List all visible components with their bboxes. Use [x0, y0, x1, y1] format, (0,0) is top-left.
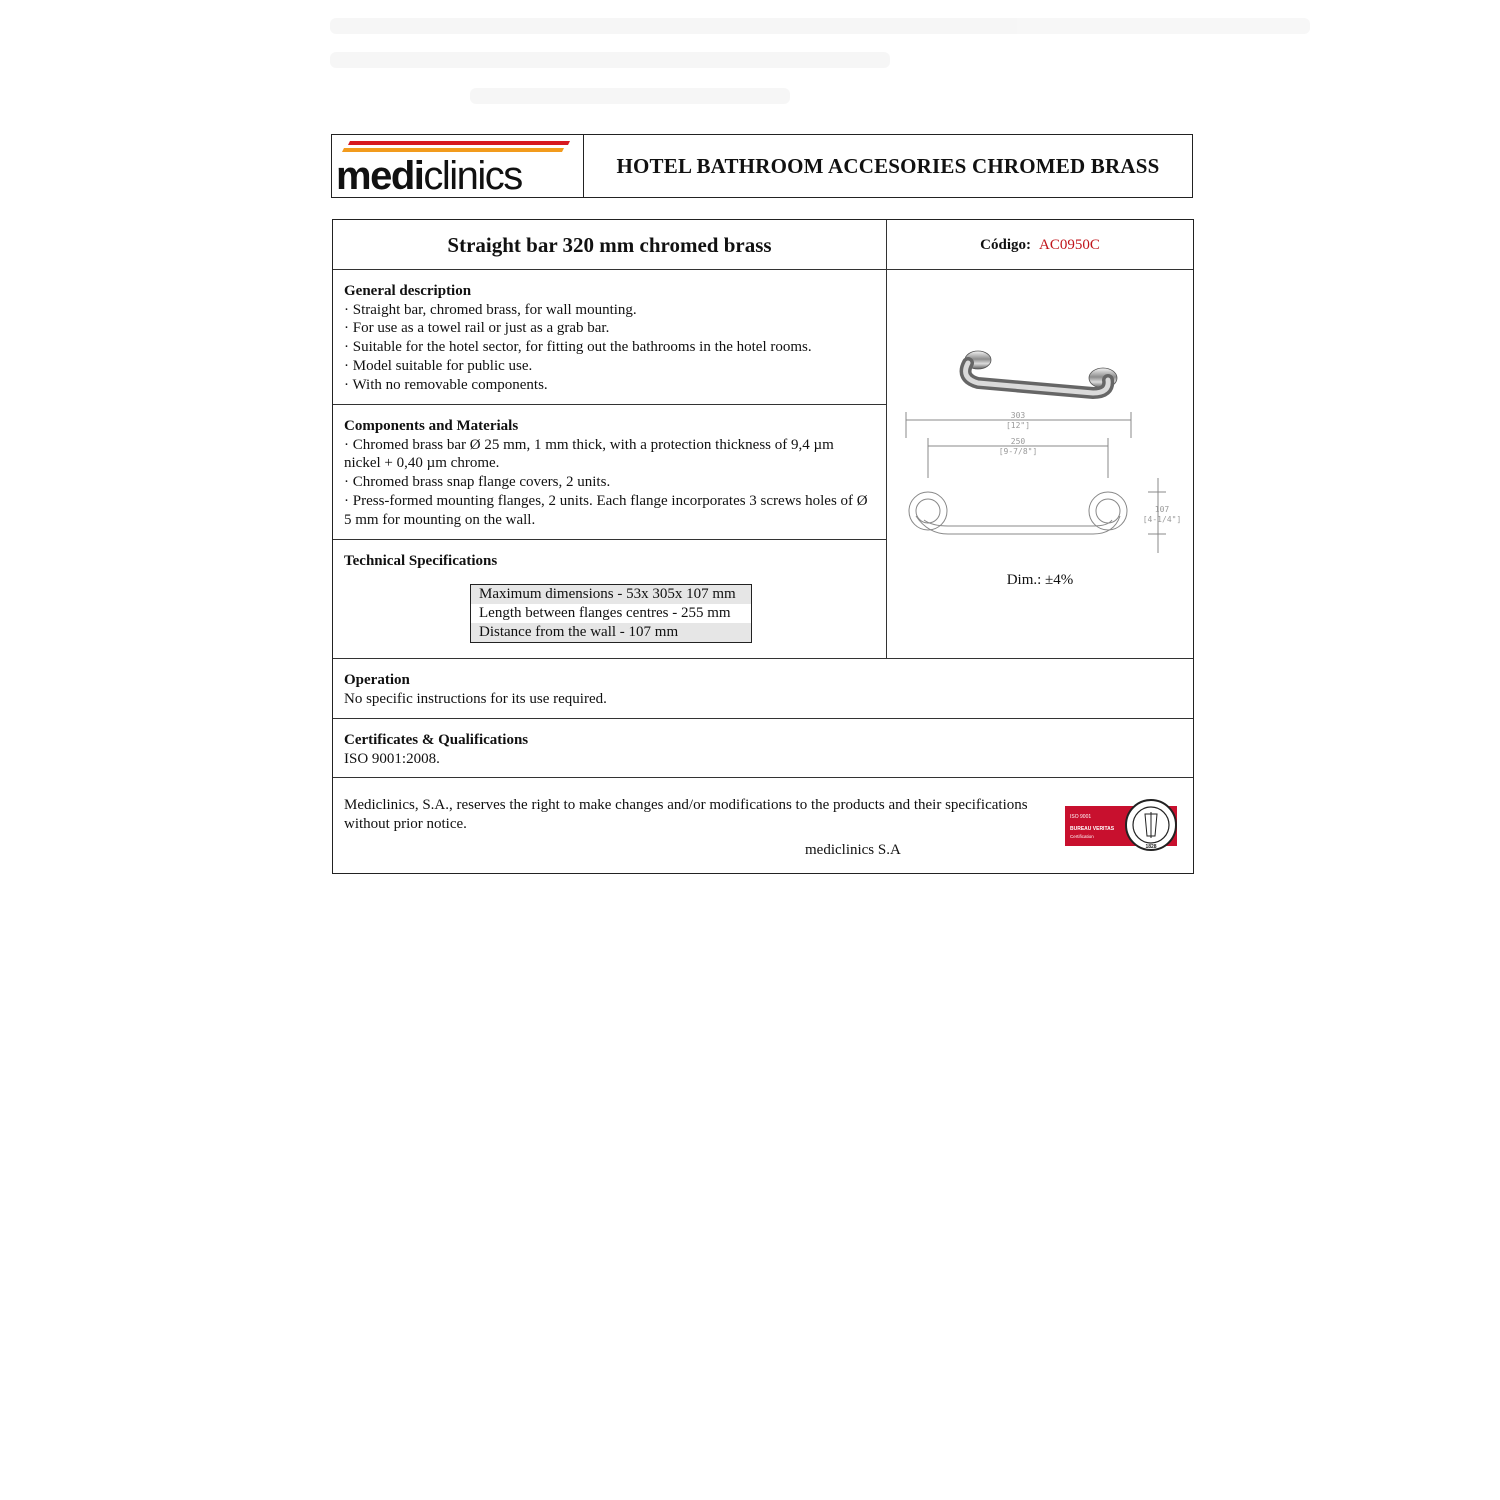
dim-overall-in: [12"]: [1005, 421, 1031, 430]
bleed-through-text: [330, 8, 1330, 138]
spec-table: [470, 584, 752, 643]
company-name: mediclinics S.A: [805, 842, 901, 858]
general-heading: General description: [344, 283, 472, 299]
components-heading: Components and Materials: [344, 418, 519, 434]
badge-bv-text: BUREAU VERITAS: [1070, 826, 1115, 832]
components-line: · Press-formed mounting flanges, 2 units. Each flange incorporates 3 screws holes of Ø 5 mm for mounting on the wall.: [344, 492, 868, 528]
spec-row: Maximum dimensions - 53x 305x 107 mm: [471, 585, 751, 604]
dim-depth: 107: [1154, 505, 1170, 514]
technical-specifications: [344, 552, 497, 571]
technical-heading: Technical Specifications: [344, 553, 498, 569]
general-line: · Model suitable for public use.: [344, 357, 533, 374]
operation-heading: Operation: [344, 672, 410, 688]
dimension-tolerance: Dim.: ±4%: [1006, 572, 1074, 588]
components-line: · Chromed brass snap flange covers, 2 units.: [344, 474, 611, 491]
product-title: Straight bar 320 mm chromed brass: [447, 232, 772, 257]
document-header: [331, 134, 1193, 198]
spec-row: Length between flanges centres - 255 mm: [479, 605, 731, 621]
general-line: · Straight bar, chromed brass, for wall mounting.: [344, 301, 637, 318]
operation-text: No specific instructions for its use required.: [344, 690, 607, 707]
spec-row: Distance from the wall - 107 mm: [471, 623, 751, 642]
column-divider: [886, 220, 887, 658]
badge-cert-text: Certification: [1070, 834, 1094, 839]
dim-centres: 250: [1010, 437, 1026, 446]
general-line: · Suitable for the hotel sector, for fitting out the bathrooms in the hotel rooms.: [344, 339, 812, 356]
badge-iso-text: ISO 9001: [1070, 814, 1092, 820]
header-title: HOTEL BATHROOM ACCESORIES CHROMED BRASS: [616, 153, 1160, 178]
dim-centres-in: [9-7/8"]: [998, 447, 1038, 456]
grab-bar-photo: [965, 351, 1117, 393]
certificates-heading: Certificates & Qualifications: [344, 732, 529, 748]
certificates-text: ISO 9001:2008.: [344, 750, 440, 767]
certificates-section: [344, 731, 528, 768]
general-line: · For use as a towel rail or just as a grab bar.: [344, 320, 610, 337]
mediclinics-logo: [332, 135, 584, 197]
logo-wordmark: [336, 153, 522, 199]
code-label: Código:: [980, 236, 1031, 253]
general-description: [344, 282, 812, 394]
dim-overall: 303: [1010, 411, 1026, 420]
logo-bold-text: medi: [336, 154, 424, 198]
components-materials: [344, 417, 874, 529]
dimension-drawing: [906, 412, 1166, 553]
product-drawing: [898, 338, 1188, 563]
bureau-veritas-badge: [1065, 798, 1178, 852]
operation-section: [344, 671, 607, 708]
logo-light-text: clinics: [423, 154, 522, 198]
general-line: · With no removable components.: [344, 376, 548, 393]
product-code: [887, 220, 1193, 270]
components-line: · Chromed brass bar Ø 25 mm, 1 mm thick, with a protection thickness of 9,4 µm nickel + 0,40 µm chrome.: [344, 436, 834, 472]
dim-depth-in: [4-1/4"]: [1142, 515, 1182, 524]
code-value: AC0950C: [1039, 236, 1100, 253]
product-sheet: [332, 219, 1194, 874]
disclaimer-text: Mediclinics, S.A., reserves the right to make changes and/or modifications to the products and their specifications without prior notice.: [344, 797, 1028, 832]
badge-year: 1828: [1145, 844, 1157, 850]
